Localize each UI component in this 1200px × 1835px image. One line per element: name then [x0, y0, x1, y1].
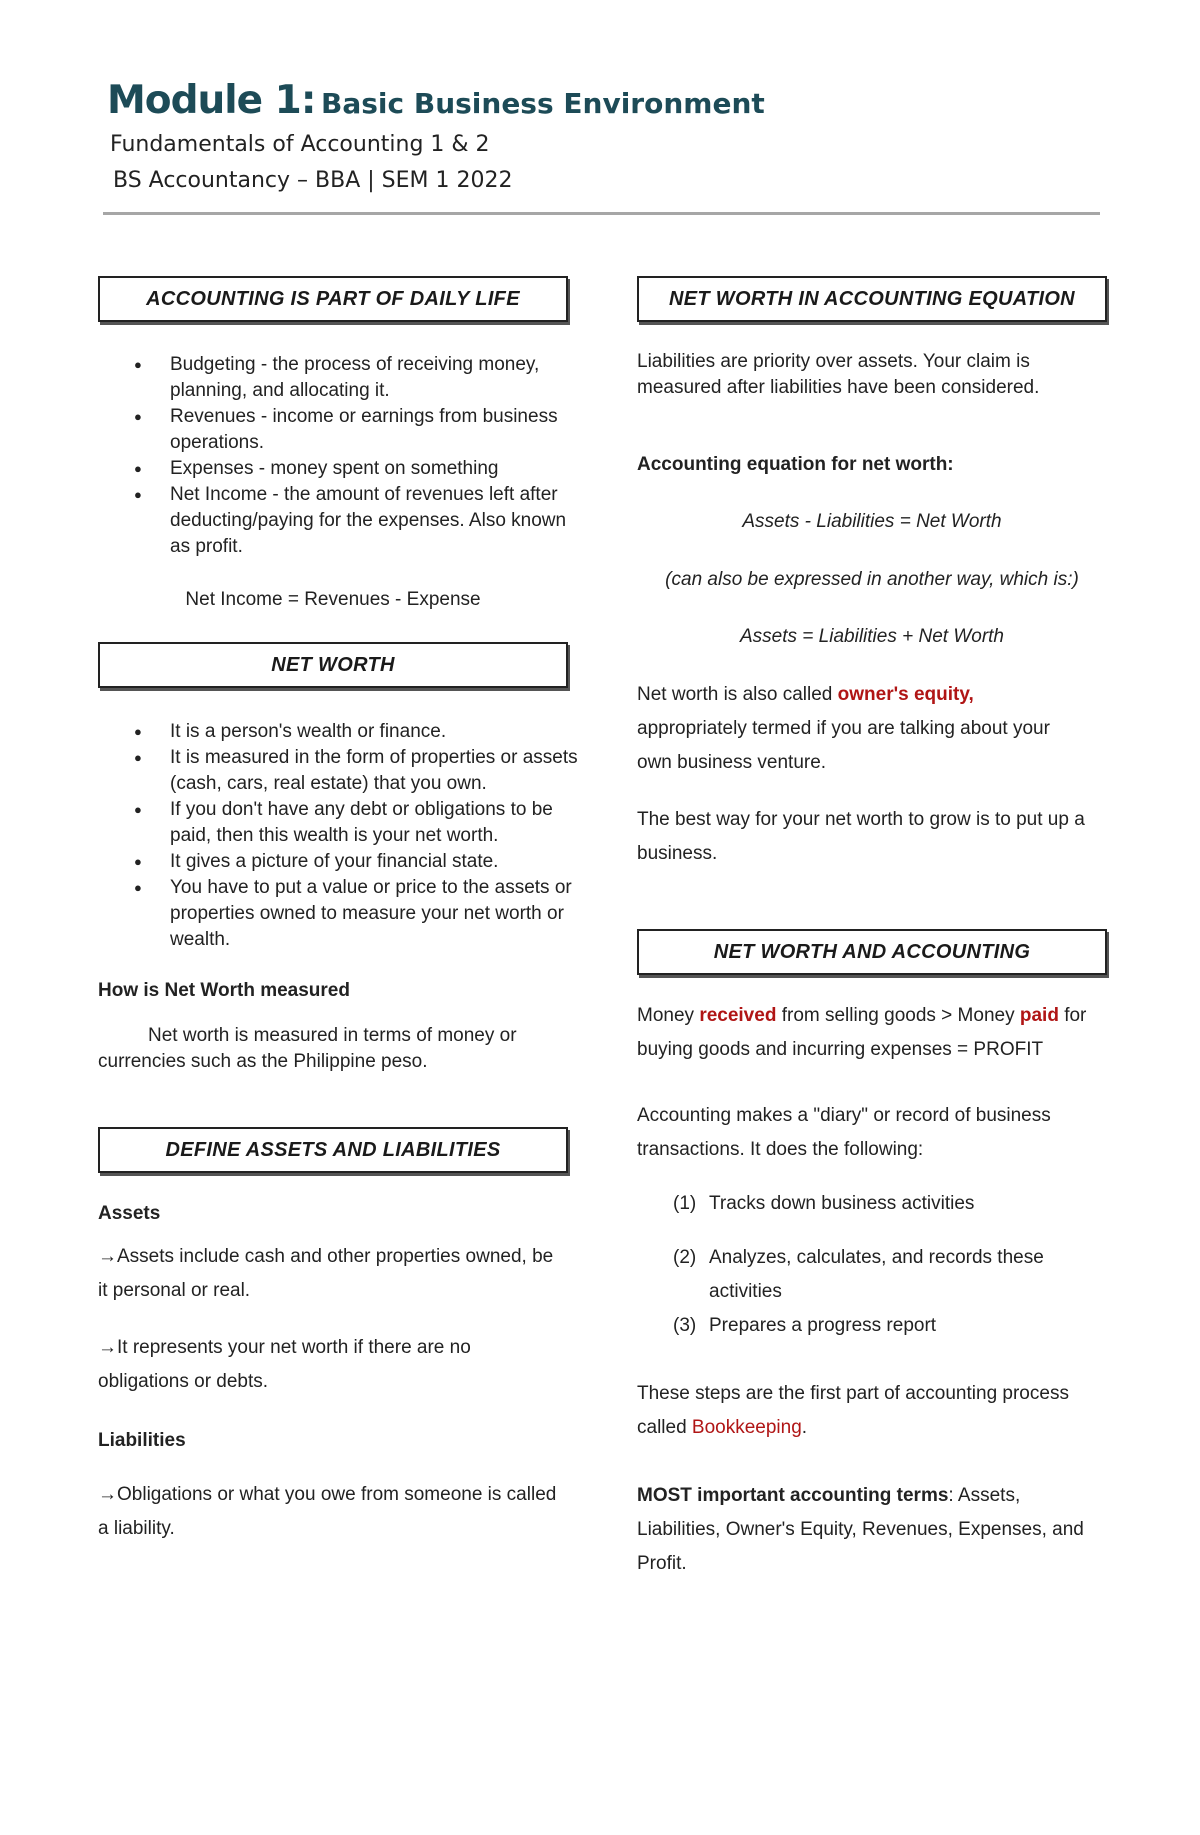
- net-worth-question: How is Net Worth measured: [98, 980, 350, 1001]
- important-terms-paragraph: [637, 1479, 1107, 1581]
- important-terms-list: : Assets, Liabilities, Owner's Equity, Revenues, Expenses, and Profit.: [637, 1485, 1084, 1574]
- subtitle-course: Fundamentals of Accounting 1 & 2: [110, 132, 490, 157]
- equation-note: (can also be expressed in another way, which is:): [665, 569, 1079, 590]
- section-heading-accounting: NET WORTH AND ACCOUNTING: [637, 929, 1107, 975]
- diary-paragraph: Accounting makes a "diary" or record of business transactions. It does the following:: [637, 1105, 1051, 1160]
- net-worth-list: [98, 719, 578, 953]
- bookkeeping-paragraph: [637, 1377, 1097, 1445]
- owners-equity-paragraph: [637, 678, 1087, 780]
- bookkeeping-text-b: .: [801, 1417, 808, 1438]
- equation-label: Accounting equation for net worth:: [637, 454, 954, 475]
- list-item: ● If you don't have any debt or obligations to be paid, then this wealth is your net worth.: [98, 797, 578, 849]
- equation-1: Assets - Liabilities = Net Worth: [742, 511, 1002, 532]
- liabilities-label: Liabilities: [98, 1430, 186, 1451]
- bookkeeping-term: Bookkeeping: [691, 1417, 802, 1438]
- profit-text-b: from selling goods > Money: [776, 1005, 1020, 1026]
- daily-life-list: [98, 352, 578, 560]
- assets-label: Assets: [98, 1203, 161, 1224]
- title-module: Module 1:: [107, 78, 316, 123]
- subtitle-program: BS Accountancy – BBA | SEM 1 2022: [113, 168, 513, 193]
- important-terms-label: MOST important accounting terms: [637, 1485, 949, 1506]
- step-text: Analyzes, calculates, and records these activities: [709, 1247, 1044, 1302]
- owners-equity-text-b: appropriately termed if you are talking about your own business venture.: [637, 718, 1050, 773]
- section-heading-daily-life: ACCOUNTING IS PART OF DAILY LIFE: [98, 276, 568, 322]
- step-number: (3): [673, 1315, 697, 1336]
- liabilities-paragraph: →Obligations or what you owe from someone is called a liability.: [98, 1484, 557, 1539]
- list-item: ● It gives a picture of your financial state.: [98, 849, 578, 875]
- list-item: ● It is a person's wealth or finance.: [98, 719, 578, 745]
- accounting-steps-list: [673, 1187, 1073, 1363]
- profit-text-a: Money: [637, 1005, 700, 1026]
- page-title: [107, 78, 765, 123]
- list-item: [673, 1187, 1073, 1221]
- net-income-formula: Net Income = Revenues - Expense: [185, 589, 481, 610]
- assets-paragraph-2: →It represents your net worth if there are no obligations or debts.: [98, 1337, 471, 1392]
- profit-paragraph: [637, 999, 1107, 1067]
- received-term: received: [699, 1005, 777, 1026]
- profit-text-c: for buying goods and incurring expenses = PROFIT: [637, 1005, 1087, 1060]
- list-item: [673, 1309, 1073, 1343]
- list-item: [673, 1241, 1073, 1309]
- step-number: (1): [673, 1193, 697, 1214]
- list-item: ● Net Income - the amount of revenues left after deducting/paying for the expenses. Also known as profit.: [98, 482, 578, 560]
- paid-term: paid: [1019, 1005, 1059, 1026]
- step-number: (2): [673, 1247, 697, 1268]
- list-item: ● It is measured in the form of properties or assets (cash, cars, real estate) that you own.: [98, 745, 578, 797]
- step-text: Tracks down business activities: [709, 1193, 975, 1214]
- owners-equity-text-a: Net worth is also called: [637, 684, 838, 705]
- section-heading-assets-liabilities: DEFINE ASSETS AND LIABILITIES: [98, 1127, 568, 1173]
- title-topic: Basic Business Environment: [321, 87, 765, 120]
- bookkeeping-text-a: These steps are the first part of accounting process called: [637, 1383, 1069, 1438]
- equation-2: Assets = Liabilities + Net Worth: [740, 626, 1004, 647]
- assets-paragraph-1: →Assets include cash and other properties owned, be it personal or real.: [98, 1246, 554, 1301]
- list-item: ● Revenues - income or earnings from business operations.: [98, 404, 578, 456]
- list-item: ● You have to put a value or price to the assets or properties owned to measure your net worth or wealth.: [98, 875, 578, 953]
- equation-intro: Liabilities are priority over assets. Your claim is measured after liabilities have been considered.: [637, 351, 1040, 398]
- step-text: Prepares a progress report: [709, 1315, 937, 1336]
- net-worth-answer: Net worth is measured in terms of money or currencies such as the Philippine peso.: [98, 1025, 517, 1072]
- header-divider: [103, 212, 1100, 215]
- list-item: ● Budgeting - the process of receiving money, planning, and allocating it.: [98, 352, 578, 404]
- list-item: ● Expenses - money spent on something: [98, 456, 578, 482]
- owners-equity-term: owner's equity,: [837, 684, 974, 705]
- section-heading-net-worth: NET WORTH: [98, 642, 568, 688]
- section-heading-equation: NET WORTH IN ACCOUNTING EQUATION: [637, 276, 1107, 322]
- grow-net-worth-paragraph: The best way for your net worth to grow is to put up a business.: [637, 809, 1085, 864]
